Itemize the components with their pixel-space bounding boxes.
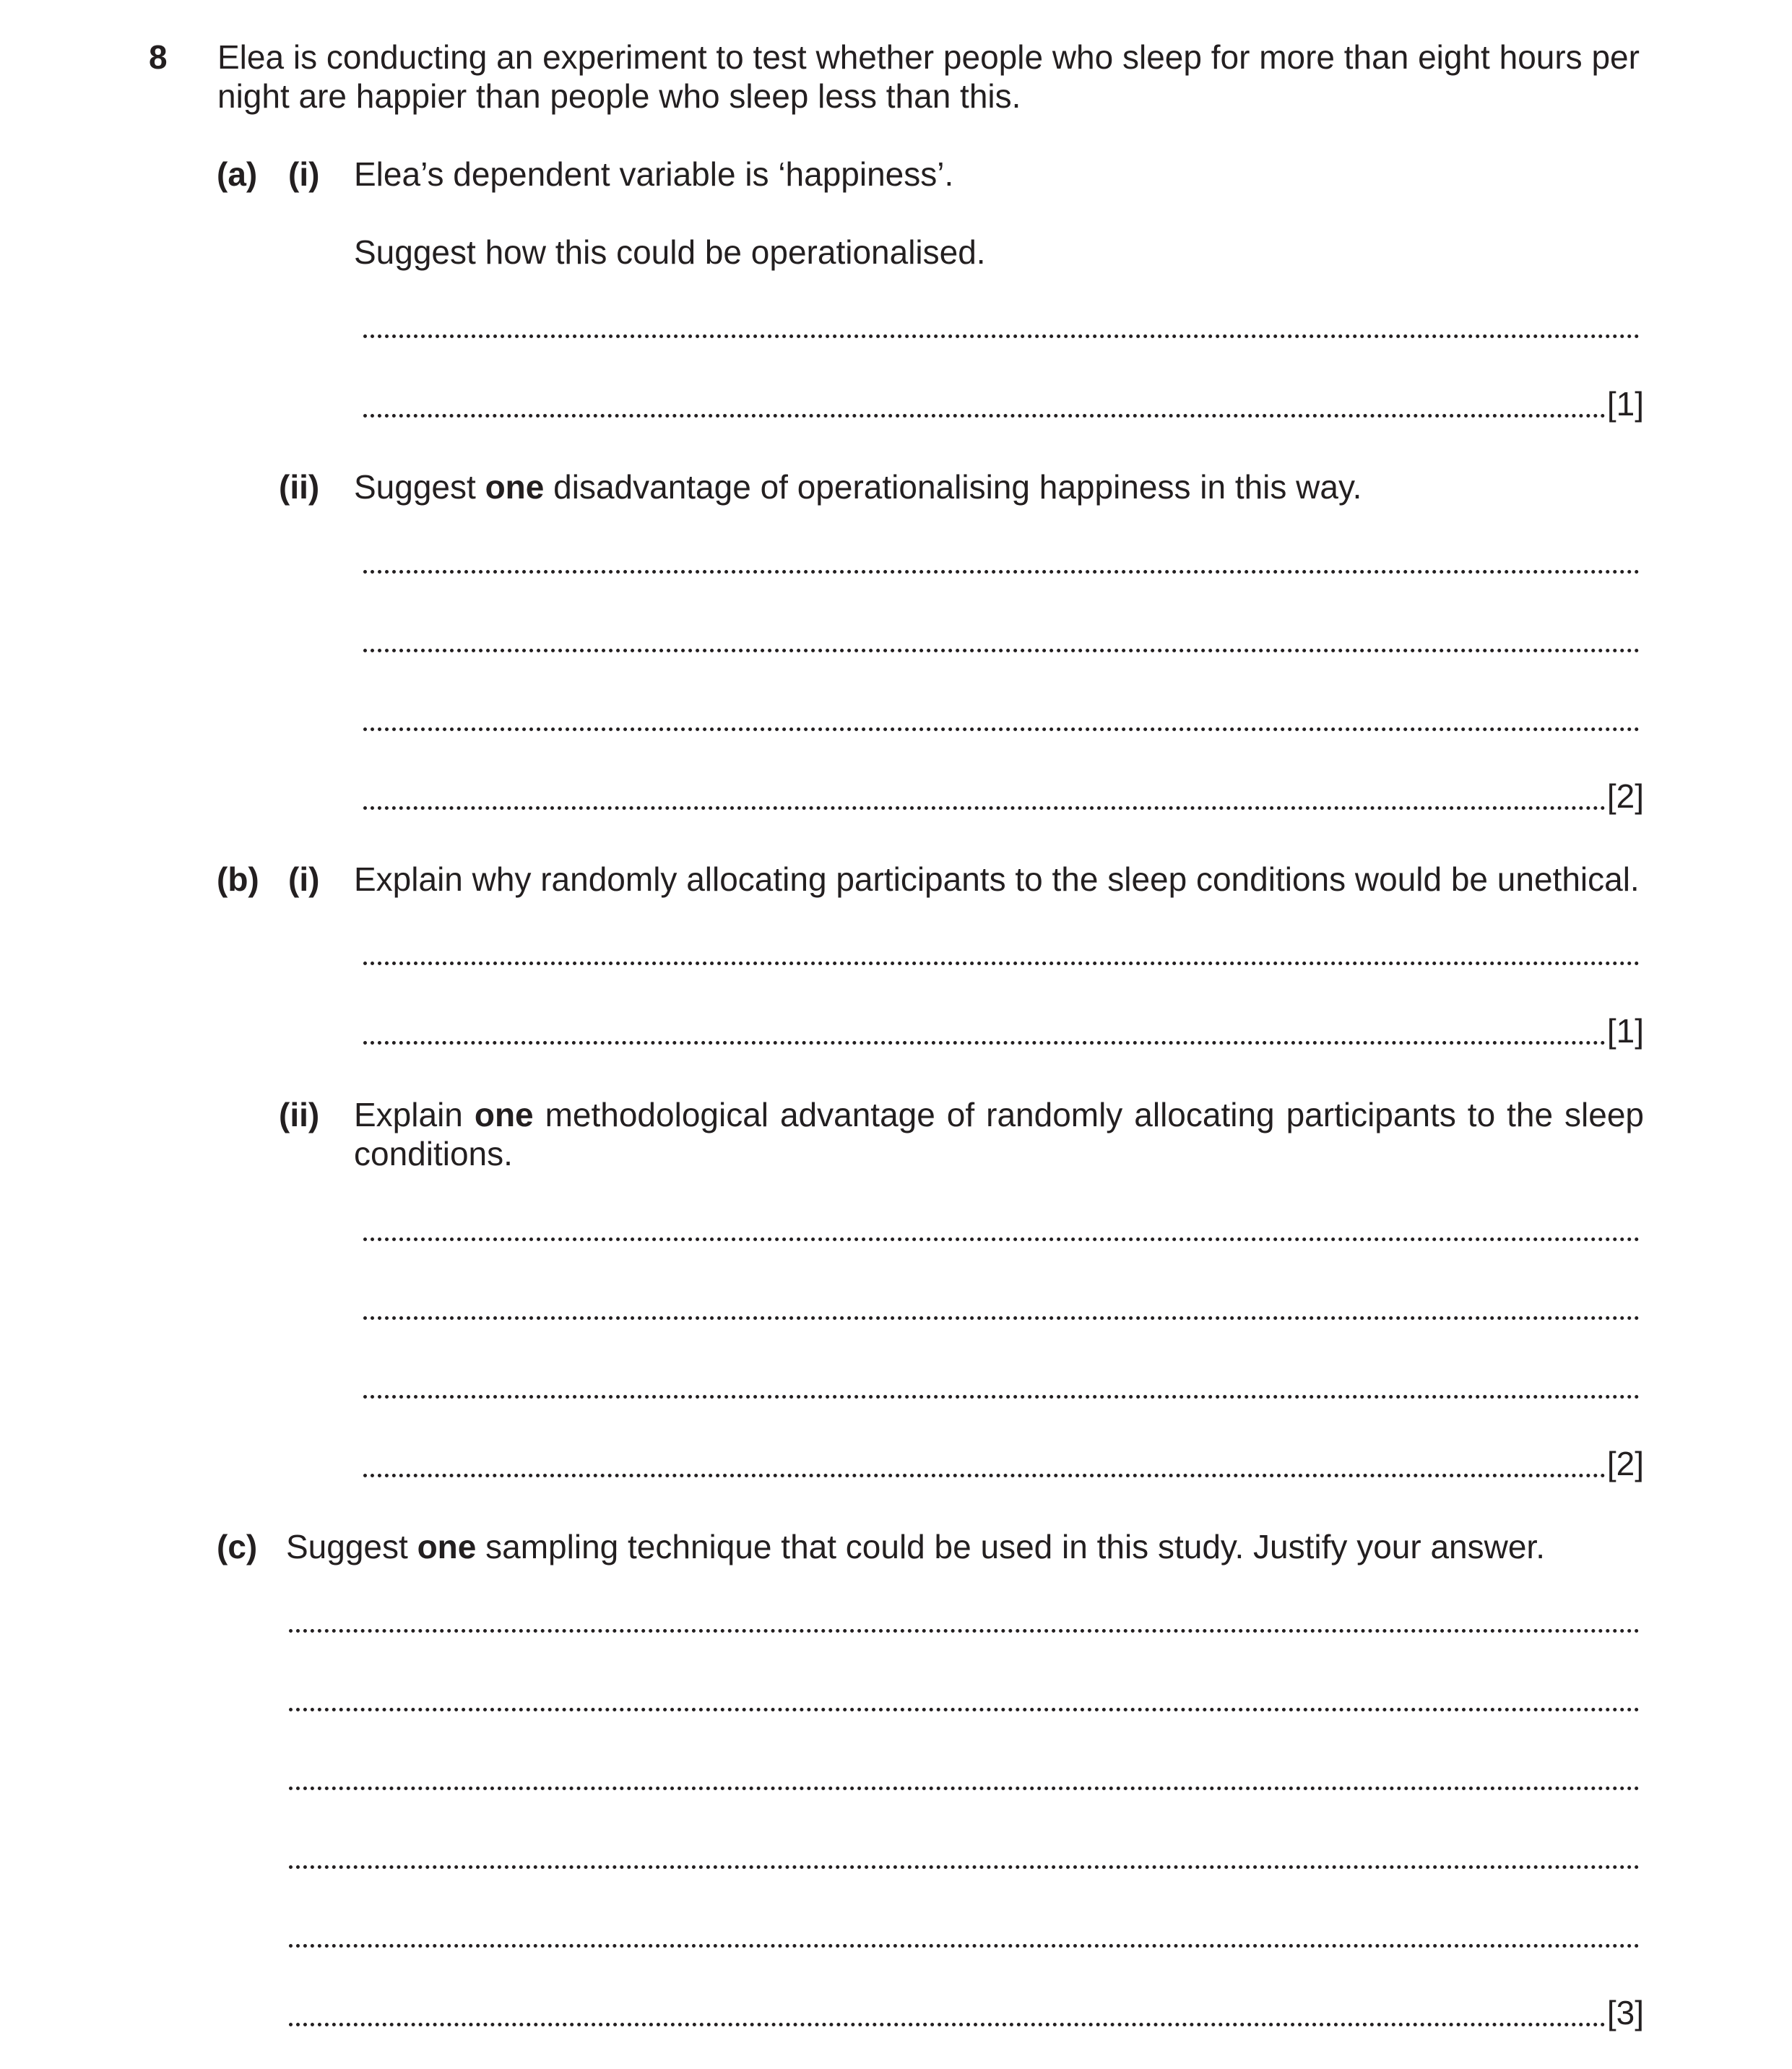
part-a-ii-question <box>354 470 1362 504</box>
part-a-ii-label: (ii) <box>279 468 320 506</box>
answer-line[interactable] <box>363 704 1640 734</box>
question-stem-line-1: Elea is conducting an experiment to test whether people who sleep for more than eight hours per <box>217 38 1640 76</box>
part-b-i-question: Explain why randomly allocating participants to the sleep conditions would be unethical. <box>354 860 1640 898</box>
answer-line[interactable] <box>363 1214 1640 1244</box>
question-number: 8 <box>149 38 168 76</box>
answer-line[interactable] <box>363 1292 1640 1323</box>
answer-line[interactable] <box>289 1994 1644 2031</box>
part-c-question <box>286 1530 1545 1563</box>
marks-indicator: [1] <box>1606 1012 1644 1050</box>
answer-line[interactable] <box>289 1920 1640 1951</box>
part-a-i-line-2: Suggest how this could be operationalised. <box>354 233 986 271</box>
answer-line[interactable] <box>289 1684 1640 1714</box>
question-text: methodological advantage of randomly allocating participants to the sleep <box>533 1096 1644 1133</box>
marks-indicator: [1] <box>1606 385 1644 423</box>
emphasis-one: one <box>485 468 545 506</box>
question-text: Explain <box>354 1096 475 1133</box>
answer-line[interactable] <box>363 385 1644 423</box>
part-a-i-label: (i) <box>288 155 320 193</box>
marks-indicator: [2] <box>1606 1445 1644 1482</box>
answer-line[interactable] <box>289 1605 1640 1636</box>
answer-line[interactable] <box>289 1763 1640 1793</box>
marks-indicator: [3] <box>1606 1994 1644 2031</box>
question-text: Suggest <box>286 1528 417 1565</box>
answer-line[interactable] <box>363 777 1644 815</box>
part-b-label: (b) <box>217 860 259 898</box>
answer-line[interactable] <box>363 1012 1644 1050</box>
question-stem-line-2: night are happier than people who sleep less than this. <box>217 77 1021 115</box>
answer-line[interactable] <box>363 1445 1644 1482</box>
part-c-label: (c) <box>217 1528 258 1565</box>
part-a-i-line-1: Elea’s dependent variable is ‘happiness’. <box>354 155 954 193</box>
marks-indicator: [2] <box>1606 777 1644 815</box>
answer-line[interactable] <box>363 625 1640 655</box>
question-text: sampling technique that could be used in this study. Justify your answer. <box>476 1528 1545 1565</box>
part-a-label: (a) <box>217 155 258 193</box>
answer-line[interactable] <box>363 311 1640 341</box>
part-b-ii-question-line-2: conditions. <box>354 1135 513 1172</box>
answer-line[interactable] <box>363 546 1640 576</box>
answer-line[interactable] <box>289 1841 1640 1872</box>
emphasis-one: one <box>474 1096 534 1133</box>
answer-line[interactable] <box>363 938 1640 968</box>
part-b-ii-question-line-1 <box>354 1098 1644 1131</box>
question-text: disadvantage of operationalising happiness in this way. <box>544 468 1362 506</box>
question-text: Suggest <box>354 468 485 506</box>
part-b-i-label: (i) <box>288 860 320 898</box>
answer-line[interactable] <box>363 1371 1640 1401</box>
part-b-ii-label: (ii) <box>279 1096 320 1133</box>
emphasis-one: one <box>417 1528 477 1565</box>
